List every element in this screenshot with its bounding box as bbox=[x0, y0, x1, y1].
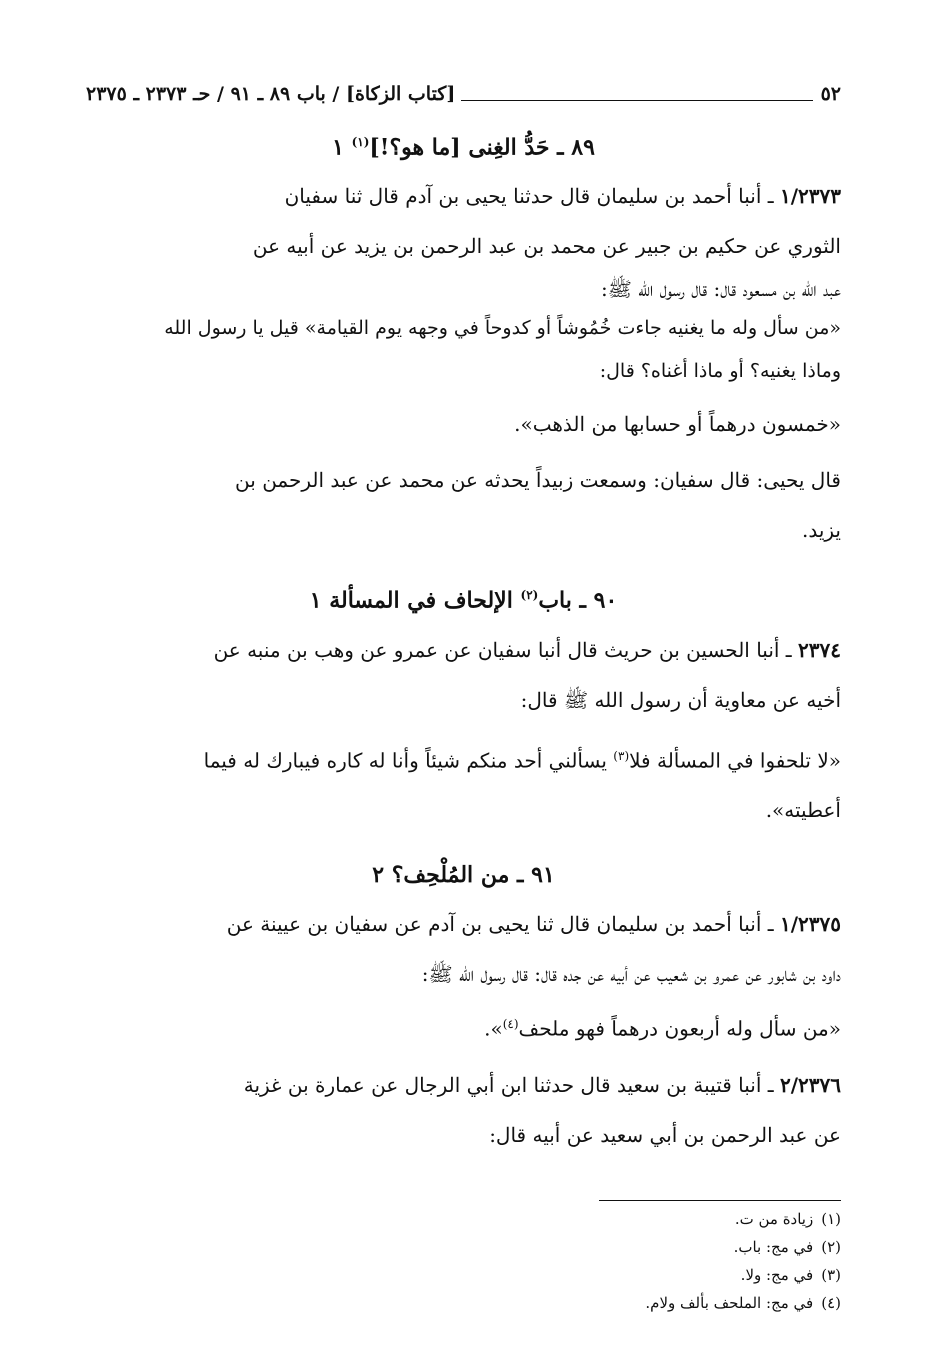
running-title: [كتاب الزكاة] / باب ٨٩ ـ ٩١ / حـ ٢٣٧٣ ـ ٢٣٧٥ bbox=[86, 83, 456, 105]
heading-90-mark: ١ bbox=[309, 587, 322, 614]
footnote-1-text: زيادة من ت. bbox=[734, 1209, 814, 1228]
hadith-2375-number: ١/٢٣٧٥ bbox=[779, 912, 841, 937]
hadith-2376-line1 bbox=[86, 1060, 841, 1110]
hadith-2374 bbox=[86, 625, 841, 725]
hadith-2374-line2: أخيه عن معاوية أن رسول الله ﷺ قال: bbox=[520, 687, 841, 712]
hadith-2373-tail bbox=[86, 455, 841, 555]
hadith-2373-line2: الثوري عن حكيم بن جبير عن محمد بن عبد الرحمن بن يزيد عن أبيه عن bbox=[252, 234, 841, 259]
footnote-1-num: (١) bbox=[821, 1209, 841, 1228]
heading-90-text: ٩٠ ـ باب bbox=[538, 587, 618, 614]
hadith-2375-quote bbox=[86, 999, 841, 1054]
heading-89-text: ٨٩ ـ حَدُّ الغِنى [ما هو؟!] bbox=[369, 134, 595, 161]
heading-91-mark: ٢ bbox=[372, 862, 385, 889]
hadith-2373-quote bbox=[86, 307, 841, 393]
hadith-2374-quote1a: «لا تلحفوا في المسألة فلا bbox=[629, 748, 841, 773]
hadith-2376 bbox=[86, 1060, 841, 1160]
hadith-2373-number: ١/٢٣٧٣ bbox=[779, 184, 841, 209]
hadith-2374-quote bbox=[86, 731, 841, 836]
chapter-heading-89 bbox=[86, 124, 841, 165]
hadith-2374-quote2: أعطيته». bbox=[765, 798, 841, 823]
running-header bbox=[86, 78, 841, 110]
hadith-2375-line1 bbox=[86, 899, 841, 949]
footnote-ref-4: (٤) bbox=[502, 1017, 519, 1032]
hadith-2375-quote-a: «من سأل وله أربعون درهماً فهو ملحف bbox=[518, 1016, 841, 1041]
footnote-3-num: (٣) bbox=[821, 1265, 841, 1284]
hadith-2373-tail2: يزيد. bbox=[801, 518, 841, 543]
hadith-2376-line2: عن عبد الرحمن بن أبي سعيد عن أبيه قال: bbox=[489, 1122, 841, 1147]
hadith-2374-quote1b: يسألني أحد منكم شيئاً وأنا له كاره فيبارك له فيما bbox=[203, 748, 607, 773]
footnote-4-text: في مج: الملحف بألف ولام. bbox=[645, 1293, 814, 1312]
footnote-ref-2: (٢) bbox=[520, 588, 539, 603]
footnote-2-text: في مج: باب. bbox=[733, 1237, 814, 1256]
footnote-3-text: في مج: ولا. bbox=[740, 1265, 814, 1284]
footnote-3 bbox=[86, 1261, 841, 1289]
chapter-heading-90 bbox=[86, 577, 841, 618]
hadith-2373-line1-text: ـ أنبا أحمد بن سليمان قال حدثنا يحيى بن آدم قال ثنا سفيان bbox=[284, 184, 774, 209]
footnote-4-num: (٤) bbox=[821, 1293, 841, 1312]
hadith-2373-quote2: وماذا يغنيه؟ أو ماذا أغناه؟ قال: bbox=[599, 360, 841, 383]
footnote-2 bbox=[86, 1233, 841, 1261]
hadith-2375-quote-b: ». bbox=[484, 1016, 503, 1041]
heading-91-text: ٩١ ـ من المُلْحِف؟ bbox=[391, 862, 555, 889]
hadith-2373-quote3: «خمسون درهماً أو حسابها من الذهب». bbox=[514, 412, 841, 437]
footnote-ref-3: (٣) bbox=[613, 748, 630, 763]
page-number: ٥٢ bbox=[820, 83, 841, 105]
footnotes bbox=[86, 1205, 841, 1317]
heading-90-rest: الإلحاف في المسألة bbox=[329, 587, 513, 614]
hadith-2373-line3: عبد الله بن مسعود قال: قال رسول الله ﷺ: bbox=[601, 277, 841, 302]
hadith-2374-number: ٢٣٧٤ bbox=[798, 637, 841, 662]
hadith-2373-tail1: قال يحيى: قال سفيان: وسمعت زبيداً يحدثه عن محمد عن عبد الرحمن بن bbox=[235, 468, 841, 493]
hadith-2374-line1-text: ـ أنبا الحسين بن حريث قال أنبا سفيان عن عمرو عن وهب بن منبه عن bbox=[213, 637, 792, 662]
footnote-2-num: (٢) bbox=[821, 1237, 841, 1256]
heading-89-mark: ١ bbox=[332, 134, 344, 161]
hadith-2374-quote1 bbox=[86, 731, 841, 786]
footnote-4 bbox=[86, 1289, 841, 1317]
hadith-2375-line1-text: ـ أنبا أحمد بن سليمان قال ثنا يحيى بن آدم عن سفيان بن عيينة عن bbox=[226, 912, 774, 937]
hadith-2374-line1 bbox=[86, 625, 841, 675]
chapter-heading-91 bbox=[86, 857, 841, 893]
hadith-2375-line2: داود بن شابور عن عمرو بن شعيب عن أبيه عن جده قال: قال رسول الله ﷺ: bbox=[421, 962, 841, 987]
hadith-2373-quote1: «من سأل وله ما يغنيه جاءت خُمُوشاً أو كدوحاً في وجهه يوم القيامة» قيل يا رسول الله bbox=[164, 317, 841, 340]
hadith-2376-line1-text: ـ أنبا قتيبة بن سعيد قال حدثنا ابن أبي الرجال عن عمارة بن غزية bbox=[243, 1072, 774, 1097]
footnote-ref-1: (١) bbox=[351, 135, 370, 149]
footnote-separator bbox=[599, 1200, 841, 1201]
hadith-2375 bbox=[86, 899, 841, 1054]
footnote-1 bbox=[86, 1205, 841, 1233]
header-rule bbox=[461, 100, 812, 101]
hadith-2373-line1 bbox=[86, 171, 841, 221]
hadith-2376-number: ٢/٢٣٧٦ bbox=[779, 1072, 841, 1097]
hadith-2373 bbox=[86, 171, 841, 307]
